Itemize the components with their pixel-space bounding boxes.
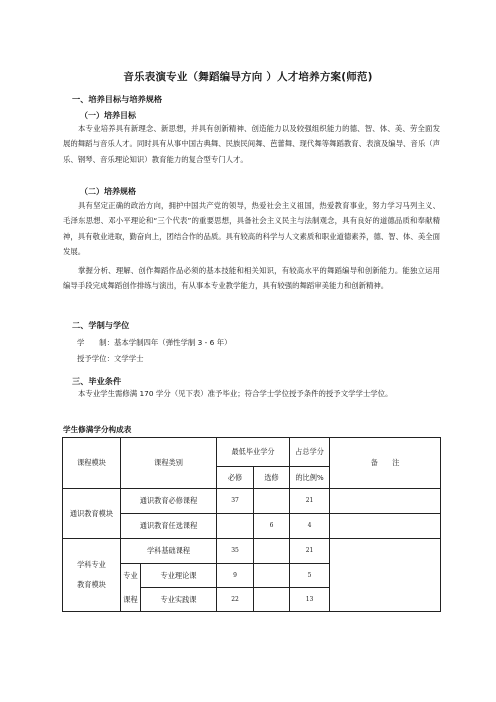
section-heading-1: 一、培养目标与培养规格 — [72, 94, 163, 104]
empty-cell — [330, 514, 441, 539]
header-min-credits: 最低毕业学分 — [217, 438, 290, 467]
subject-basic-cell: 学科基础课程 — [121, 539, 217, 564]
table-row — [63, 539, 441, 564]
table-row — [63, 489, 441, 514]
general-required-cell: 通识教育必修课程 — [121, 489, 217, 514]
major-theory-pct: 5 — [290, 564, 330, 588]
header-percent-top: 占总学分 — [290, 438, 330, 467]
general-required-pct: 21 — [290, 489, 330, 514]
subject-basic-credits: 35 — [217, 539, 254, 564]
header-required: 必修 — [217, 467, 254, 489]
paragraph-spec-2: 掌握分析、理解、创作舞蹈作品必须的基本技能和相关知识，有较高水平的舞蹈编导和创新能力。能独立运用编导手段完成舞蹈创作排练与演出，有从事本专业教学能力，具有较强的舞蹈审美能力和创新精神。 — [63, 266, 440, 291]
header-elective: 选修 — [254, 467, 290, 489]
subject-module-line-1: 学科专业 — [77, 560, 106, 569]
header-note: 备 注 — [330, 438, 441, 489]
section-heading-3: 三、毕业条件 — [72, 376, 122, 386]
general-elective-pct: 4 — [290, 514, 330, 539]
general-required-credits: 37 — [217, 489, 254, 514]
header-category: 课程类别 — [121, 438, 217, 489]
subject-module-cell — [63, 539, 121, 612]
empty-cell — [254, 564, 290, 588]
header-percent-bottom: 的比例% — [290, 467, 330, 489]
empty-cell — [254, 489, 290, 514]
section-heading-2: 二、学制与学位 — [72, 320, 130, 330]
major-practice-cell: 专业实践课 — [141, 588, 217, 612]
page-title: 音乐表演专业（舞蹈编导方向 ）人才培养方案(师范) — [123, 71, 373, 83]
major-practice-credits: 22 — [217, 588, 254, 612]
general-elective-cell: 通识教育任选课程 — [121, 514, 217, 539]
header-module: 课程模块 — [63, 438, 121, 489]
subsection-heading-spec: （二）培养规格 — [80, 187, 136, 196]
major-course-cell — [121, 564, 141, 612]
major-line-1: 专业 — [123, 570, 138, 580]
paragraph-graduation: 本专业学生需修满 170 学分（见下表）准予毕业；符合学士学位授予条件的授予文学学士学位。 — [78, 389, 393, 398]
table-caption: 学生修满学分构成表 — [63, 425, 132, 434]
general-module-cell: 通识教育模块 — [63, 489, 121, 539]
empty-cell — [330, 489, 441, 514]
empty-cell — [254, 588, 290, 612]
empty-cell — [254, 539, 290, 564]
empty-cell — [217, 514, 254, 539]
major-practice-pct: 13 — [290, 588, 330, 612]
subsection-heading-goal: （一）培养目标 — [80, 111, 136, 120]
degree-line: 授予学位：文学学士 — [77, 354, 144, 363]
major-theory-cell: 专业理论课 — [141, 564, 217, 588]
paragraph-spec-1: 具有坚定正确的政治方向，拥护中国共产党的领导，热爱社会主义祖国，热爱教育事业，努力学习马列主义、毛泽东思想、邓小平理论和“三个代表”的重要思想，具备社会主义民主与法制观念，具有良好的道德品质和奉献精神，具有敬业进取，勤奋向上，团结合作的品质。具有较高的科学与人文素质和职业道德素养，德、智、体、美全面发展。 — [63, 201, 440, 256]
duration-line: 学 制：基本学制四年（弹性学制 3 - 6 年） — [77, 338, 232, 347]
empty-cell — [330, 539, 441, 612]
credits-table — [62, 437, 441, 612]
subject-basic-pct: 21 — [290, 539, 330, 564]
general-elective-credits: 6 — [254, 514, 290, 539]
major-theory-credits: 9 — [217, 564, 254, 588]
major-line-2: 课程 — [123, 594, 138, 604]
paragraph-goal: 本专业培养具有新理念、新思想，并具有创新精神、创造能力以及较强组织能力的德、智、体、美、劳全面发展的舞蹈与音乐人才。同时具有从事中国古典舞、民族民间舞、芭蕾舞、现代舞等舞蹈教育、表演及编导、音乐（声乐、钢琴、音乐理论知识）教育能力的复合型专门人才。 — [63, 124, 440, 164]
subject-module-line-2: 教育模块 — [77, 580, 106, 589]
